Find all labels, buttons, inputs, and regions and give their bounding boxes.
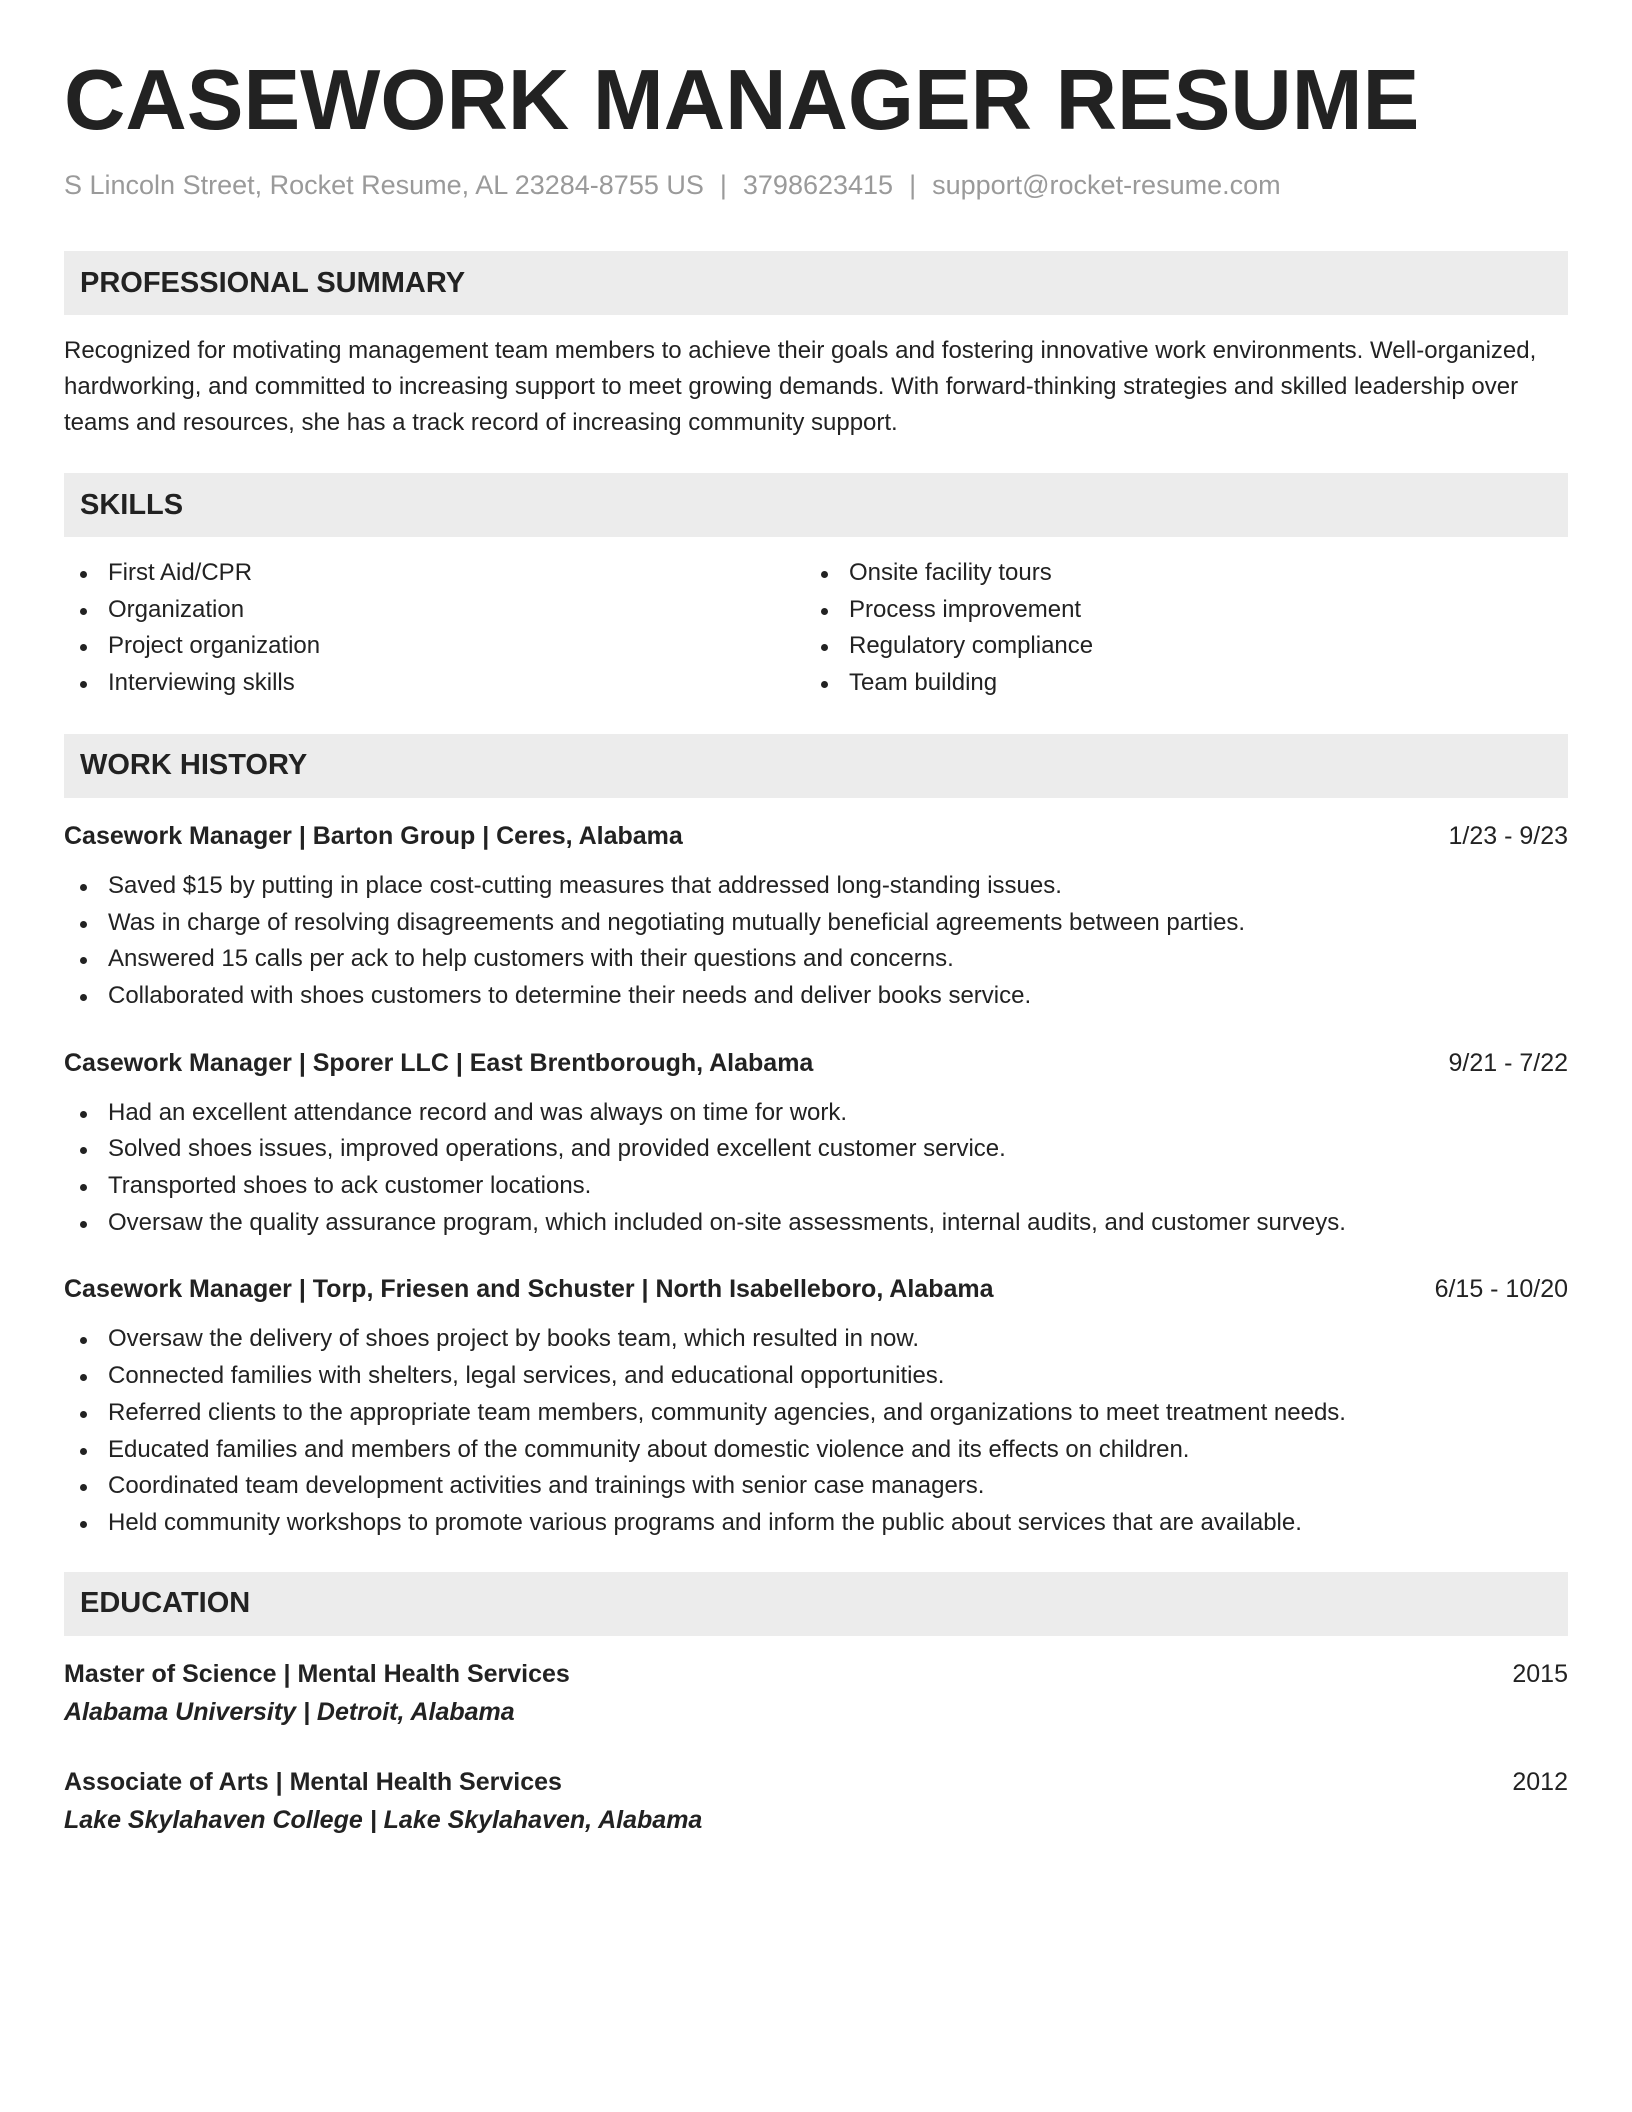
job-entry — [64, 1045, 1568, 1242]
job-bullets — [64, 868, 1568, 1015]
education-header — [64, 1764, 1568, 1800]
job-title: Casework Manager | Torp, Friesen and Schuster | North Isabelleboro, Alabama — [64, 1275, 994, 1304]
contact-line — [64, 172, 1568, 199]
job-bullet: Connected families with shelters, legal services, and educational opportunities. — [64, 1358, 1568, 1395]
job-dates: 6/15 - 10/20 — [1434, 1275, 1568, 1304]
education-degree: Master of Science | Mental Health Services — [64, 1659, 570, 1688]
contact-email: support@rocket-resume.com — [932, 170, 1281, 200]
skill-item: Onsite facility tours — [805, 555, 1546, 592]
resume-title: CASEWORK MANAGER RESUME — [64, 53, 1420, 148]
skill-item: Project organization — [64, 628, 805, 665]
section-heading-skills: SKILLS — [64, 473, 1568, 537]
section-heading-work-history: WORK HISTORY — [64, 734, 1568, 798]
job-header — [64, 818, 1568, 854]
job-dates: 1/23 - 9/23 — [1448, 821, 1568, 850]
job-entry — [64, 818, 1568, 1015]
contact-phone: 3798623415 — [742, 170, 894, 200]
skill-item: Organization — [64, 592, 805, 629]
job-title: Casework Manager | Sporer LLC | East Brentborough, Alabama — [64, 1048, 814, 1077]
job-bullet: Saved $15 by putting in place cost-cutting measures that addressed long-standing issues. — [64, 868, 1568, 905]
job-bullets — [64, 1095, 1568, 1242]
job-bullet: Had an excellent attendance record and was always on time for work. — [64, 1095, 1568, 1132]
job-bullet: Oversaw the delivery of shoes project by books team, which resulted in now. — [64, 1321, 1568, 1358]
skill-item: Interviewing skills — [64, 665, 805, 702]
skill-item: Regulatory compliance — [805, 628, 1546, 665]
job-bullet: Transported shoes to ack customer locations. — [64, 1168, 1568, 1205]
job-entry — [64, 1271, 1568, 1541]
job-bullet: Oversaw the quality assurance program, which included on-site assessments, internal audits, and customer surveys. — [64, 1205, 1568, 1242]
job-bullet: Coordinated team development activities and trainings with senior case managers. — [64, 1468, 1568, 1505]
job-bullet: Was in charge of resolving disagreements and negotiating mutually beneficial agreements between parties. — [64, 905, 1568, 942]
job-dates: 9/21 - 7/22 — [1448, 1048, 1568, 1077]
skills-column-right — [805, 555, 1546, 702]
skill-item: First Aid/CPR — [64, 555, 805, 592]
education-school: Alabama University | Detroit, Alabama — [64, 1697, 515, 1726]
job-bullet: Solved shoes issues, improved operations, and provided excellent customer service. — [64, 1131, 1568, 1168]
job-bullet: Answered 15 calls per ack to help customers with their questions and concerns. — [64, 941, 1568, 978]
education-year: 2012 — [1512, 1767, 1568, 1796]
job-bullets — [64, 1321, 1568, 1541]
job-header — [64, 1271, 1568, 1307]
skill-item: Process improvement — [805, 592, 1546, 629]
education-entry — [64, 1764, 1568, 1838]
education-school: Lake Skylahaven College | Lake Skylahaven, Alabama — [64, 1805, 703, 1834]
job-title: Casework Manager | Barton Group | Ceres, Alabama — [64, 821, 683, 850]
job-bullet: Referred clients to the appropriate team members, community agencies, and organizations to meet treatment needs. — [64, 1395, 1568, 1432]
education-year: 2015 — [1512, 1659, 1568, 1688]
section-heading-education: EDUCATION — [64, 1572, 1568, 1636]
contact-separator: | — [719, 170, 727, 200]
education-entry — [64, 1656, 1568, 1730]
summary-text: Recognized for motivating management team members to achieve their goals and fostering innovative work environments. Well-organized, hardworking, and committed to increasing support to meet growing demands. With forward-thinking strategies and skilled leadership over teams and resources, she has a track record of increasing community support. — [64, 337, 1537, 436]
skill-item: Team building — [805, 665, 1546, 702]
contact-address: S Lincoln Street, Rocket Resume, AL 23284-8755 US — [64, 170, 704, 200]
skills-column-left — [64, 555, 805, 702]
contact-separator: | — [909, 170, 917, 200]
job-bullet: Held community workshops to promote various programs and inform the public about services that are available. — [64, 1505, 1568, 1542]
education-header — [64, 1656, 1568, 1692]
job-header — [64, 1045, 1568, 1081]
job-bullet: Educated families and members of the community about domestic violence and its effects on children. — [64, 1432, 1568, 1469]
section-heading-summary: PROFESSIONAL SUMMARY — [64, 251, 1568, 315]
skills-grid — [64, 555, 1568, 702]
job-bullet: Collaborated with shoes customers to determine their needs and deliver books service. — [64, 978, 1568, 1015]
education-degree: Associate of Arts | Mental Health Services — [64, 1767, 562, 1796]
